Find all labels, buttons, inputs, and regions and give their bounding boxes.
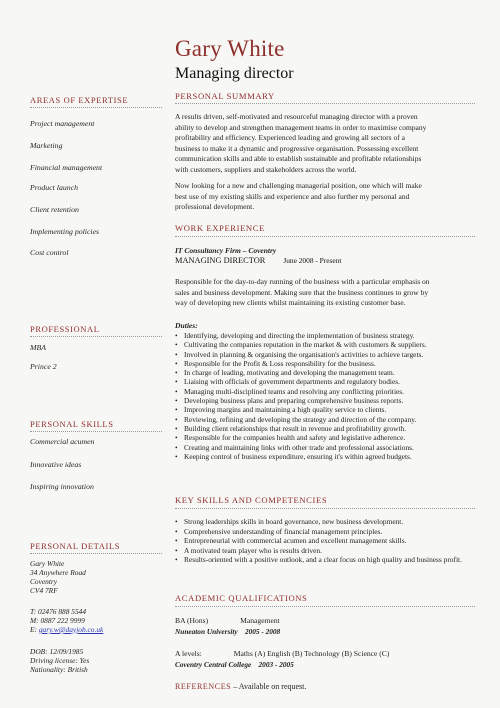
text-line: communication skills and able to establish sustainable and profitable relationships [175,154,422,164]
skill-item: Commercial acumen [30,437,95,446]
college-line [175,660,294,669]
list-item: • Keeping control of business expenditure, ensuring it's within agreed budgets. [175,452,480,461]
separator [30,553,162,554]
personal-info-block [30,648,89,675]
expertise-item: Implementing policies [30,227,100,236]
email-line [30,626,103,635]
references-line [175,682,306,691]
list-item: • Cultivating the companies reputation in the market & with customers & suppliers. [175,340,480,349]
address-line: 34 Anywhere Road [30,567,86,577]
list-item: • Managing multi-disciplined teams and resolving any conflicting priorities. [175,387,480,396]
list-item: • Improving margins and maintaining a high quality service to clients. [175,405,480,414]
list-item: • Comprehensive understanding of financial management principles. [175,527,480,537]
text-line: best use of my existing skills and experience and also further my personal and [175,191,410,201]
text-line: professional development. [175,202,255,212]
list-item: • Liaising with officials of government departments and regulatory bodies. [175,377,480,386]
alevels-label: A levels: [175,649,202,658]
text-line: Responsible for the day-to-day running of the business with a particular emphasis on [175,277,430,286]
professional-item: Prince 2 [30,362,57,371]
responsibility-paragraph [175,277,472,309]
duties-label: Duties: [175,321,198,330]
personal-details-heading: PERSONAL DETAILS [30,541,121,551]
separator [30,431,162,432]
address-line: CV4 7RF [30,585,58,595]
text-line: Now looking for a new and challenging managerial position, one which will make [175,181,422,190]
college-years: 2003 - 2005 [258,660,294,669]
duties-list [175,331,480,461]
candidate-name: Gary White [175,36,285,61]
expertise-item: Financial management [30,163,103,172]
skills-list [175,517,480,565]
references-heading: REFERENCES [175,682,232,691]
expertise-item: Marketing [30,141,63,150]
position-title: MANAGING DIRECTOR [175,256,266,265]
company-name: IT Consultancy Firm – Coventry [175,246,277,255]
alevels-grades: Maths (A) English (B) Technology (B) Science (C) [233,649,390,658]
list-item: • In charge of leading, motivating and developing the management team. [175,368,480,377]
email-link[interactable]: gary.w@dayjob.co.uk [38,624,104,634]
work-experience-heading: WORK EXPERIENCE [175,223,265,233]
position-line [175,256,341,265]
list-item: • Developing business plans and preparing comprehensive business reports. [175,396,480,405]
separator [175,103,475,104]
list-item: • Entrepreneurial with commercial acumen and excellent management skills. [175,536,480,546]
list-item: • Responsible for the Profit & Loss responsibility for the business. [175,359,480,368]
list-item: • Involved in planning & organising the organisation's activities to achieve targets. [175,350,480,359]
separator [175,508,475,509]
text-line: with customers, suppliers and stakeholders across the world. [175,164,357,174]
university-line [175,627,280,636]
nationality: Nationality: British [30,664,88,674]
date-of-birth: DOB: 12/09/1985 [30,647,84,656]
academic-heading: ACADEMIC QUALIFICATIONS [175,593,308,603]
list-item: • Reviewing, refining and developing the strategy and direction of the company. [175,415,480,424]
degree-line [175,616,280,625]
contact-block [30,608,103,635]
professional-heading: PROFESSIONAL [30,324,100,334]
key-skills-heading: KEY SKILLS AND COMPETENCIES [175,495,328,505]
separator [30,107,162,108]
separator [175,606,475,607]
list-item: • Results-oriented with a positive outlook, and a clear focus on high quality and business profit. [175,555,480,565]
skill-item: Innovative ideas [30,460,82,469]
expertise-item: Product launch [30,183,78,192]
separator [175,236,475,237]
expertise-item: Client retention [30,205,79,214]
address-line: Coventry [30,576,58,586]
address-line: Gary White [30,559,65,568]
alevels-line [175,649,389,658]
list-item: • Creating and maintaining links with other trade and professional associations. [175,443,480,452]
areas-of-expertise-heading: AREAS OF EXPERTISE [30,95,129,105]
text-line: business to make it a dynamic and progressive organisation. Possessing excellent [175,143,419,153]
personal-skills-heading: PERSONAL SKILLS [30,419,114,429]
summary-paragraph [175,112,472,176]
summary-paragraph [175,181,472,213]
references-text: – Available on request. [231,682,307,691]
expertise-item: Project management [30,119,95,128]
degree-subject: Management [240,616,280,625]
address-block [30,560,86,596]
telephone: T: 02476 888 5544 [30,607,87,616]
text-line: profitability and efficiency. Experienced leading and growing all sectors of a [175,133,405,143]
email-prefix: E: [30,624,39,634]
job-title: Managing director [175,65,294,82]
skill-item: Inspiring innovation [30,482,94,491]
list-item: • Building client relationships that result in revenue and profitability growth. [175,424,480,433]
text-line: sales and business development. Making sure that the business continues to grow by [175,287,429,297]
text-line: A results driven, self-motivated and resourceful managing director with a proven [175,112,418,121]
list-item: • Strong leaderships skills in board governance, new business development. [175,517,480,527]
degree: BA (Hons) [175,616,209,625]
list-item: • A motivated team player who is results driven. [175,546,480,556]
mobile: M: 0887 222 9999 [30,615,85,625]
list-item: • Identifying, developing and directing the implementation of business strategy. [175,331,480,340]
college: Coventry Central College [175,660,252,669]
university-years: 2005 - 2008 [244,627,281,636]
driving-license: Driving license: Yes [30,655,90,665]
text-line: ability to develop and strengthen management teams in order to maximise company [175,122,427,132]
separator [30,336,162,337]
university: Nuneaton University [175,627,238,636]
text-line: way of developing new clients whilst maintaining its existing customer base. [175,298,406,308]
professional-item: MBA [30,343,47,352]
personal-summary-heading: PERSONAL SUMMARY [175,91,275,101]
list-item: • Responsible for the companies health and safety and legislative adherence. [175,433,480,442]
employment-dates: June 2008 - Present [283,256,342,265]
expertise-item: Cost control [30,248,69,257]
